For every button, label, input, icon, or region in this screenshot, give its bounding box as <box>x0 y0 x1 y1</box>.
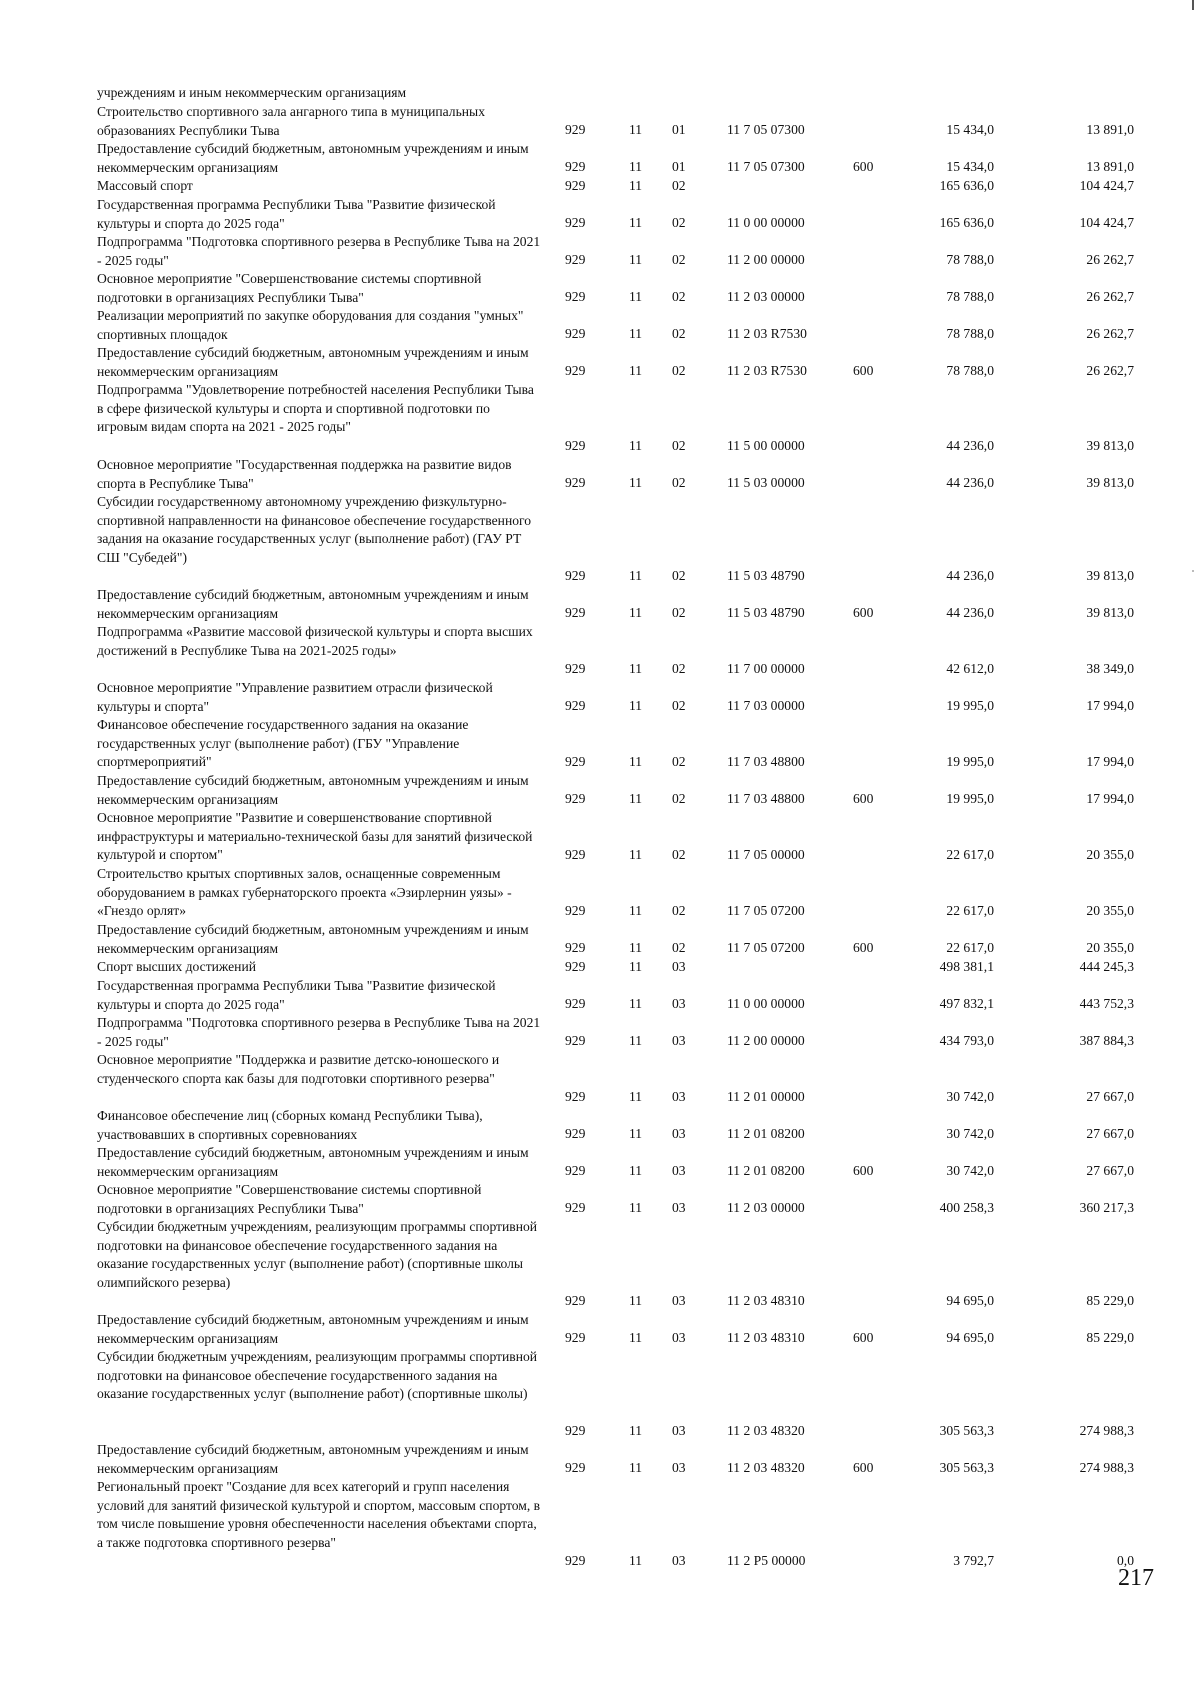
amount-2: 17 994,0 <box>1086 754 1134 770</box>
target-article-code: 11 5 00 00000 <box>727 438 805 454</box>
subsection-code: 02 <box>672 252 686 268</box>
ved-code: 929 <box>565 1330 586 1346</box>
table-row <box>0 344 1200 381</box>
amount-2: 39 813,0 <box>1086 605 1134 621</box>
row-name: Государственная программа Республики Тыва "Развитие физической культуры и спорта до 2025 года" <box>97 978 496 1012</box>
amount-1: 44 236,0 <box>946 438 994 454</box>
row-name: Субсидии бюджетным учреждениям, реализующим программы спортивной подготовки на финансовое обеспечение государственного задания на оказание государственных услуг (выполнение работ) (спортивные школы олимпийского резерва) <box>97 1219 538 1290</box>
target-article-code: 11 2 03 00000 <box>727 1200 805 1216</box>
amount-2: 26 262,7 <box>1086 289 1134 305</box>
section-code: 11 <box>629 1330 643 1346</box>
subsection-code: 03 <box>672 1126 686 1142</box>
target-article-code: 11 2 03 48310 <box>727 1330 805 1346</box>
target-article-code: 11 7 05 07300 <box>727 159 805 175</box>
amount-2: 13 891,0 <box>1086 159 1134 175</box>
expense-type-code: 600 <box>853 1163 874 1179</box>
expense-type-code: 600 <box>853 940 874 956</box>
subsection-code: 02 <box>672 178 686 194</box>
table-row <box>0 1348 1200 1441</box>
amount-2: 39 813,0 <box>1086 568 1134 584</box>
target-article-code: 11 7 05 07200 <box>727 940 805 956</box>
ved-code: 929 <box>565 754 586 770</box>
row-name: Предоставление субсидий бюджетным, автономным учреждениям и иным некоммерческим организациям <box>97 773 529 807</box>
subsection-code: 02 <box>672 326 686 342</box>
ved-code: 929 <box>565 903 586 919</box>
table-row <box>0 103 1200 140</box>
subsection-code: 02 <box>672 847 686 863</box>
ved-code: 929 <box>565 363 586 379</box>
table-row <box>0 1218 1200 1311</box>
amount-1: 305 563,3 <box>939 1460 994 1476</box>
row-name: Подпрограмма "Подготовка спортивного резерва в Республике Тыва на 2021 - 2025 годы" <box>97 1015 541 1049</box>
amount-1: 78 788,0 <box>946 252 994 268</box>
target-article-code: 11 5 03 00000 <box>727 475 805 491</box>
amount-2: 444 245,3 <box>1079 959 1134 975</box>
amount-1: 22 617,0 <box>946 847 994 863</box>
ved-code: 929 <box>565 661 586 677</box>
subsection-code: 02 <box>672 940 686 956</box>
amount-1: 78 788,0 <box>946 289 994 305</box>
ved-code: 929 <box>565 791 586 807</box>
ved-code: 929 <box>565 1126 586 1142</box>
row-name: Подпрограмма "Подготовка спортивного резерва в Республике Тыва на 2021 - 2025 годы" <box>97 234 541 268</box>
expense-type-code: 600 <box>853 605 874 621</box>
table-row <box>0 716 1200 772</box>
target-article-code: 11 2 03 00000 <box>727 289 805 305</box>
table-row <box>0 196 1200 233</box>
target-article-code: 11 2 03 48320 <box>727 1423 805 1439</box>
ved-code: 929 <box>565 940 586 956</box>
expense-type-code: 600 <box>853 1460 874 1476</box>
table-row <box>0 958 1200 977</box>
amount-2: 39 813,0 <box>1086 438 1134 454</box>
row-name: Основное мероприятие "Развитие и совершенствование спортивной инфраструктуры и материально-технической базы для занятий физической культурой и спортом" <box>97 810 533 863</box>
section-code: 11 <box>629 215 643 231</box>
amount-1: 44 236,0 <box>946 475 994 491</box>
ved-code: 929 <box>565 438 586 454</box>
ved-code: 929 <box>565 159 586 175</box>
amount-2: 39 813,0 <box>1086 475 1134 491</box>
target-article-code: 11 5 03 48790 <box>727 605 805 621</box>
amount-1: 30 742,0 <box>946 1163 994 1179</box>
subsection-code: 03 <box>672 1293 686 1309</box>
amount-2: 274 988,3 <box>1079 1460 1134 1476</box>
subsection-code: 03 <box>672 1089 686 1105</box>
amount-2: 27 667,0 <box>1086 1163 1134 1179</box>
subsection-code: 02 <box>672 438 686 454</box>
row-name: Финансовое обеспечение лиц (сборных команд Республики Тыва), участвовавших в спортивных соревнованиях <box>97 1108 483 1142</box>
table-row <box>0 381 1200 456</box>
table-row <box>0 1051 1200 1107</box>
amount-1: 44 236,0 <box>946 568 994 584</box>
subsection-code: 02 <box>672 568 686 584</box>
table-row <box>0 307 1200 344</box>
row-name: Государственная программа Республики Тыва "Развитие физической культуры и спорта до 2025 года" <box>97 197 496 231</box>
target-article-code: 11 5 03 48790 <box>727 568 805 584</box>
target-article-code: 11 2 01 08200 <box>727 1163 805 1179</box>
page-number: 217 <box>1118 1565 1154 1591</box>
subsection-code: 02 <box>672 903 686 919</box>
amount-2: 20 355,0 <box>1086 847 1134 863</box>
target-article-code: 11 2 00 00000 <box>727 1033 805 1049</box>
section-code: 11 <box>629 903 643 919</box>
section-code: 11 <box>629 178 643 194</box>
amount-1: 15 434,0 <box>946 122 994 138</box>
row-name: Основное мероприятие "Совершенствование системы спортивной подготовки в организациях Республики Тыва" <box>97 1182 482 1216</box>
section-code: 11 <box>629 438 643 454</box>
amount-2: 26 262,7 <box>1086 252 1134 268</box>
row-name: Субсидии бюджетным учреждениям, реализующим программы спортивной подготовки на финансовое обеспечение государственного задания на оказание государственных услуг (выполнение работ) (спортивные школы) <box>97 1349 538 1402</box>
section-code: 11 <box>629 1200 643 1216</box>
section-code: 11 <box>629 122 643 138</box>
ved-code: 929 <box>565 1460 586 1476</box>
subsection-code: 02 <box>672 289 686 305</box>
target-article-code: 11 2 03 R7530 <box>727 363 807 379</box>
subsection-code: 03 <box>672 1330 686 1346</box>
section-code: 11 <box>629 1553 643 1569</box>
table-row <box>0 865 1200 921</box>
amount-2: 13 891,0 <box>1086 122 1134 138</box>
subsection-code: 03 <box>672 1200 686 1216</box>
amount-1: 78 788,0 <box>946 326 994 342</box>
amount-2: 85 229,0 <box>1086 1293 1134 1309</box>
amount-2: 387 884,3 <box>1079 1033 1134 1049</box>
ved-code: 929 <box>565 996 586 1012</box>
ved-code: 929 <box>565 605 586 621</box>
section-code: 11 <box>629 1293 643 1309</box>
row-name: Предоставление субсидий бюджетным, автономным учреждениям и иным некоммерческим организациям <box>97 345 529 379</box>
ved-code: 929 <box>565 178 586 194</box>
section-code: 11 <box>629 661 643 677</box>
row-name: Субсидии государственному автономному учреждению физкультурно-спортивной направленности на финансовое обеспечение государственного задания на оказание государственных услуг (выполнение работ) (ГАУ РТ СШ "Субедей") <box>97 494 532 565</box>
ved-code: 929 <box>565 215 586 231</box>
amount-2: 38 349,0 <box>1086 661 1134 677</box>
ved-code: 929 <box>565 1163 586 1179</box>
row-name: учреждениям и иным некоммерческим организациям <box>97 85 407 100</box>
table-row <box>0 177 1200 196</box>
row-name: Подпрограмма "Удовлетворение потребностей населения Республики Тыва в сфере физической культуры и спорта и спортивной подготовки по игровым видам спорта на 2021 - 2025 годы" <box>97 382 534 435</box>
table-row <box>0 623 1200 679</box>
table-row <box>0 493 1200 586</box>
subsection-code: 03 <box>672 996 686 1012</box>
expense-type-code: 600 <box>853 363 874 379</box>
section-code: 11 <box>629 159 643 175</box>
row-name: Финансовое обеспечение государственного задания на оказание государственных услуг (выполнение работ) (ГБУ "Управление спортмероприятий" <box>97 717 469 770</box>
subsection-code: 01 <box>672 122 686 138</box>
subsection-code: 03 <box>672 1163 686 1179</box>
section-code: 11 <box>629 1460 643 1476</box>
row-name: Спорт высших достижений <box>97 959 256 974</box>
table-row <box>0 84 1200 103</box>
amount-2: 443 752,3 <box>1079 996 1134 1012</box>
ved-code: 929 <box>565 326 586 342</box>
amount-1: 94 695,0 <box>946 1293 994 1309</box>
amount-1: 30 742,0 <box>946 1126 994 1142</box>
row-name: Предоставление субсидий бюджетным, автономным учреждениям и иным некоммерческим организациям <box>97 587 529 621</box>
target-article-code: 11 0 00 00000 <box>727 215 805 231</box>
ved-code: 929 <box>565 1423 586 1439</box>
ved-code: 929 <box>565 959 586 975</box>
ved-code: 929 <box>565 122 586 138</box>
target-article-code: 11 2 03 48320 <box>727 1460 805 1476</box>
amount-2: 104 424,7 <box>1079 178 1134 194</box>
amount-1: 497 832,1 <box>939 996 994 1012</box>
ved-code: 929 <box>565 1033 586 1049</box>
subsection-code: 03 <box>672 1460 686 1476</box>
subsection-code: 03 <box>672 1423 686 1439</box>
table-row <box>0 1441 1200 1478</box>
section-code: 11 <box>629 754 643 770</box>
amount-2: 360 217,3 <box>1079 1200 1134 1216</box>
amount-1: 3 792,7 <box>953 1553 994 1569</box>
ved-code: 929 <box>565 1553 586 1569</box>
table-row <box>0 233 1200 270</box>
amount-1: 305 563,3 <box>939 1423 994 1439</box>
amount-2: 27 667,0 <box>1086 1089 1134 1105</box>
target-article-code: 11 2 01 08200 <box>727 1126 805 1142</box>
amount-1: 434 793,0 <box>939 1033 994 1049</box>
table-row <box>0 1107 1200 1144</box>
expense-type-code: 600 <box>853 159 874 175</box>
row-name: Региональный проект "Создание для всех категорий и групп населения условий для занятий физической культурой и спортом, массовым спортом, в том числе повышение уровня обеспеченности населения объектами спорта, а также подготовка спортивного резерва" <box>97 1479 541 1550</box>
expense-type-code: 600 <box>853 1330 874 1346</box>
ved-code: 929 <box>565 252 586 268</box>
scan-mark <box>1192 0 1194 10</box>
section-code: 11 <box>629 1033 643 1049</box>
row-name: Основное мероприятие "Совершенствование системы спортивной подготовки в организациях Республики Тыва" <box>97 271 482 305</box>
table-row <box>0 809 1200 865</box>
table-row <box>0 456 1200 493</box>
expense-type-code: 600 <box>853 791 874 807</box>
subsection-code: 03 <box>672 959 686 975</box>
section-code: 11 <box>629 847 643 863</box>
ved-code: 929 <box>565 1089 586 1105</box>
row-name: Предоставление субсидий бюджетным, автономным учреждениям и иным некоммерческим организациям <box>97 141 529 175</box>
amount-2: 85 229,0 <box>1086 1330 1134 1346</box>
target-article-code: 11 2 03 R7530 <box>727 326 807 342</box>
amount-1: 78 788,0 <box>946 363 994 379</box>
row-name: Предоставление субсидий бюджетным, автономным учреждениям и иным некоммерческим организациям <box>97 922 529 956</box>
table-row <box>0 270 1200 307</box>
target-article-code: 11 0 00 00000 <box>727 996 805 1012</box>
scan-dot <box>1192 570 1194 572</box>
amount-1: 15 434,0 <box>946 159 994 175</box>
subsection-code: 02 <box>672 661 686 677</box>
section-code: 11 <box>629 326 643 342</box>
section-code: 11 <box>629 1423 643 1439</box>
section-code: 11 <box>629 289 643 305</box>
target-article-code: 11 7 03 00000 <box>727 698 805 714</box>
section-code: 11 <box>629 996 643 1012</box>
ved-code: 929 <box>565 1200 586 1216</box>
amount-2: 20 355,0 <box>1086 903 1134 919</box>
table-row <box>0 772 1200 809</box>
section-code: 11 <box>629 363 643 379</box>
amount-2: 274 988,3 <box>1079 1423 1134 1439</box>
row-name: Строительство спортивного зала ангарного типа в муниципальных образованиях Республики Тыва <box>97 104 485 138</box>
ved-code: 929 <box>565 1293 586 1309</box>
table-row <box>0 1181 1200 1218</box>
table-row <box>0 921 1200 958</box>
section-code: 11 <box>629 1163 643 1179</box>
section-code: 11 <box>629 252 643 268</box>
subsection-code: 02 <box>672 754 686 770</box>
target-article-code: 11 7 05 00000 <box>727 847 805 863</box>
amount-2: 17 994,0 <box>1086 698 1134 714</box>
table-row <box>0 1014 1200 1051</box>
table-row <box>0 679 1200 716</box>
amount-2: 26 262,7 <box>1086 326 1134 342</box>
amount-1: 498 381,1 <box>939 959 994 975</box>
target-article-code: 11 7 03 48800 <box>727 791 805 807</box>
amount-1: 22 617,0 <box>946 903 994 919</box>
subsection-code: 02 <box>672 698 686 714</box>
section-code: 11 <box>629 940 643 956</box>
subsection-code: 01 <box>672 159 686 175</box>
amount-2: 26 262,7 <box>1086 363 1134 379</box>
amount-1: 19 995,0 <box>946 791 994 807</box>
target-article-code: 11 7 03 48800 <box>727 754 805 770</box>
amount-2: 27 667,0 <box>1086 1126 1134 1142</box>
amount-1: 19 995,0 <box>946 698 994 714</box>
amount-2: 0,0 <box>1117 1553 1134 1569</box>
ved-code: 929 <box>565 289 586 305</box>
amount-1: 94 695,0 <box>946 1330 994 1346</box>
ved-code: 929 <box>565 698 586 714</box>
section-code: 11 <box>629 605 643 621</box>
subsection-code: 02 <box>672 605 686 621</box>
amount-1: 165 636,0 <box>939 178 994 194</box>
section-code: 11 <box>629 475 643 491</box>
ved-code: 929 <box>565 847 586 863</box>
table-row <box>0 1478 1200 1571</box>
row-name: Основное мероприятие "Поддержка и развитие детско-юношеского и студенческого спорта как базы для подготовки спортивного резерва" <box>97 1052 500 1086</box>
target-article-code: 11 2 P5 00000 <box>727 1553 806 1569</box>
row-name: Строительство крытых спортивных залов, оснащенные современным оборудованием в рамках губернаторского проекта «Эзирлернин уязы» - «Гнездо орлят» <box>97 866 512 919</box>
target-article-code: 11 7 05 07200 <box>727 903 805 919</box>
amount-1: 30 742,0 <box>946 1089 994 1105</box>
row-name: Подпрограмма «Развитие массовой физической культуры и спорта высших достижений в Республике Тыва на 2021-2025 годы» <box>97 624 533 658</box>
subsection-code: 03 <box>672 1553 686 1569</box>
section-code: 11 <box>629 1126 643 1142</box>
section-code: 11 <box>629 959 643 975</box>
amount-1: 19 995,0 <box>946 754 994 770</box>
amount-2: 17 994,0 <box>1086 791 1134 807</box>
section-code: 11 <box>629 568 643 584</box>
subsection-code: 02 <box>672 475 686 491</box>
table-row <box>0 1144 1200 1181</box>
section-code: 11 <box>629 791 643 807</box>
ved-code: 929 <box>565 568 586 584</box>
table-row <box>0 1311 1200 1348</box>
row-name: Массовый спорт <box>97 178 193 193</box>
amount-1: 22 617,0 <box>946 940 994 956</box>
target-article-code: 11 7 00 00000 <box>727 661 805 677</box>
target-article-code: 11 2 01 00000 <box>727 1089 805 1105</box>
amount-1: 44 236,0 <box>946 605 994 621</box>
row-name: Предоставление субсидий бюджетным, автономным учреждениям и иным некоммерческим организациям <box>97 1442 529 1476</box>
row-name: Предоставление субсидий бюджетным, автономным учреждениям и иным некоммерческим организациям <box>97 1312 529 1346</box>
row-name: Основное мероприятие "Государственная поддержка на развитие видов спорта в Республике Тыва" <box>97 457 512 491</box>
amount-1: 165 636,0 <box>939 215 994 231</box>
table-row <box>0 586 1200 623</box>
amount-1: 42 612,0 <box>946 661 994 677</box>
target-article-code: 11 7 05 07300 <box>727 122 805 138</box>
section-code: 11 <box>629 1089 643 1105</box>
table-row <box>0 140 1200 177</box>
row-name: Предоставление субсидий бюджетным, автономным учреждениям и иным некоммерческим организациям <box>97 1145 529 1179</box>
amount-2: 20 355,0 <box>1086 940 1134 956</box>
table-row <box>0 977 1200 1014</box>
row-name: Основное мероприятие "Управление развитием отрасли физической культуры и спорта" <box>97 680 493 714</box>
row-name: Реализации мероприятий по закупке оборудования для создания "умных" спортивных площадок <box>97 308 524 342</box>
amount-1: 400 258,3 <box>939 1200 994 1216</box>
amount-2: 104 424,7 <box>1079 215 1134 231</box>
subsection-code: 02 <box>672 215 686 231</box>
subsection-code: 02 <box>672 363 686 379</box>
ved-code: 929 <box>565 475 586 491</box>
subsection-code: 02 <box>672 791 686 807</box>
target-article-code: 11 2 00 00000 <box>727 252 805 268</box>
subsection-code: 03 <box>672 1033 686 1049</box>
target-article-code: 11 2 03 48310 <box>727 1293 805 1309</box>
section-code: 11 <box>629 698 643 714</box>
